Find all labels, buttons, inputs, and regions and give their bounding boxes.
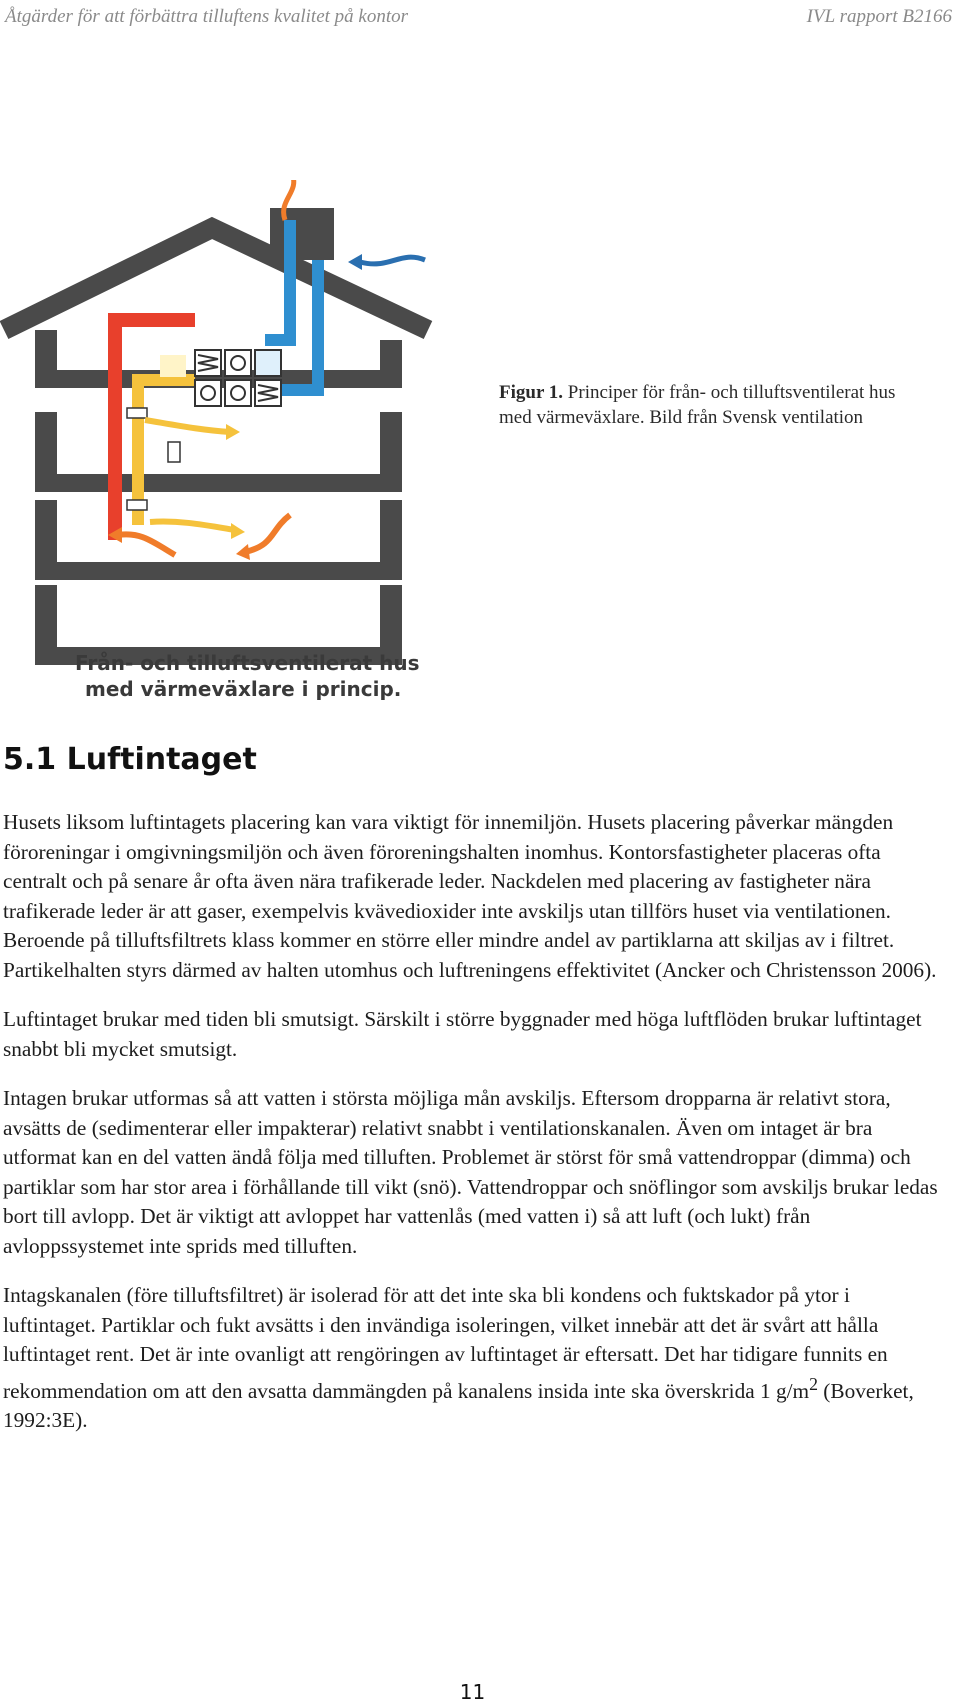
supply-air-arrow (145, 420, 230, 432)
wall-post (35, 585, 57, 647)
wall-post (380, 340, 402, 370)
ventilation-house-figure (0, 180, 435, 700)
figure-image-text-line2: med värmeväxlare i princip. (85, 677, 402, 700)
arrowhead (226, 424, 240, 440)
running-header (5, 6, 955, 30)
floor-slab (35, 562, 402, 580)
page-number: 11 (459, 1680, 486, 1704)
arrowhead (236, 544, 250, 560)
floor-slab (35, 474, 402, 492)
chimney (270, 208, 334, 260)
paragraph-text-end: (Boverket, 1992:3E). (3, 1378, 914, 1433)
room-air-arrow (118, 534, 175, 555)
figure-caption-label: Figur 1. (499, 382, 564, 403)
header-report-id: IVL rapport B2166 (806, 6, 952, 27)
damper-icon (168, 442, 180, 462)
paragraph-text: Intagskanalen (före tilluftsfiltret) är isolerad för att det inte ska bli kondens och fuktskador på ytor i luftintaget. Partiklar och fukt avsätts i den invändiga isoleringen, vilket innebär att det är svårt att hålla luftintaget rent. Det är inte ovanligt att rengöringen av luftintaget är eftersatt. Det har tidigare funnits en rekommendation om att den avsatta dammängden på kanalens insida inte ska överskrida 1 g/m (3, 1283, 888, 1403)
arrowhead (348, 254, 362, 270)
supply-air-arrow (150, 522, 235, 530)
figure-caption (499, 380, 899, 430)
fresh-air-in-arrow (360, 257, 425, 264)
paragraph: Intagen brukar utformas så att vatten i största möjliga mån avskiljs. Eftersom dropparna är relativt stora, avsätts de (sedimenterar eller impakterar) relativt snabbt i ventilationskanalen. Även om intaget är bra utformat kan en del vatten ändå följa med tilluften. Problemet är störst för små vattendroppar (dimma) och partiklar som har stor area i förhållande till vikt (snö). Vattendroppar och snöflingor som avskiljs brukar ledas bort till avlopp. Det är viktigt att avloppet har vattenlås (med vatten i) så att luft (och lukt) från avloppssystemet inte sprids med tilluften. (3, 1086, 938, 1258)
wall-post (35, 330, 57, 370)
wall-post (380, 412, 402, 474)
room-air-arrow (245, 515, 290, 552)
wall-post (35, 412, 57, 474)
paragraph (3, 1281, 943, 1436)
wall-post (380, 585, 402, 647)
section-heading: 5.1 Luftintaget (3, 742, 257, 777)
wall-post (380, 500, 402, 562)
superscript: 2 (809, 1373, 818, 1394)
damper-icon (127, 500, 147, 510)
damper-icon (127, 408, 147, 418)
wall-post (35, 500, 57, 562)
arrowhead (231, 523, 245, 539)
paragraph: Husets liksom luftintagets placering kan vara viktigt för innemiljön. Husets placering påverkar mängden föroreningar i omgivningsmiljön och även föroreningshalten inomhus. Kontorsfastigheter placeras ofta centralt och på senare år ofta även nära trafikerade leder. Nackdelen med placering av fastigheter nära trafikerade leder är att gaser, exempelvis kvävedioxider inte avskiljs utan tillförs huset via ventilationen. Beroende på tilluftsfiltrets klass kommer en större eller mindre andel av partiklarna att skiljas av i filtret. Partikelhalten styrs därmed av halten utomhus och luftreningens effektivitet (Ancker och Christensson 2006). (3, 810, 937, 982)
figure-caption-text: Principer för från- och tilluftsventilerat hus med värmeväxlare. Bild från Svensk ventilation (499, 382, 896, 428)
paragraph: Luftintaget brukar med tiden bli smutsigt. Särskilt i större byggnader med höga luftflöden brukar luftintaget snabbt bli mycket smutsigt. (3, 1007, 922, 1061)
header-title: Åtgärder för att förbättra tilluftens kvalitet på kontor (5, 6, 409, 27)
figure-image-text-line1: Från- och tilluftsventilerat hus (75, 651, 420, 675)
body-text (3, 808, 943, 1456)
house-roof (4, 228, 428, 330)
